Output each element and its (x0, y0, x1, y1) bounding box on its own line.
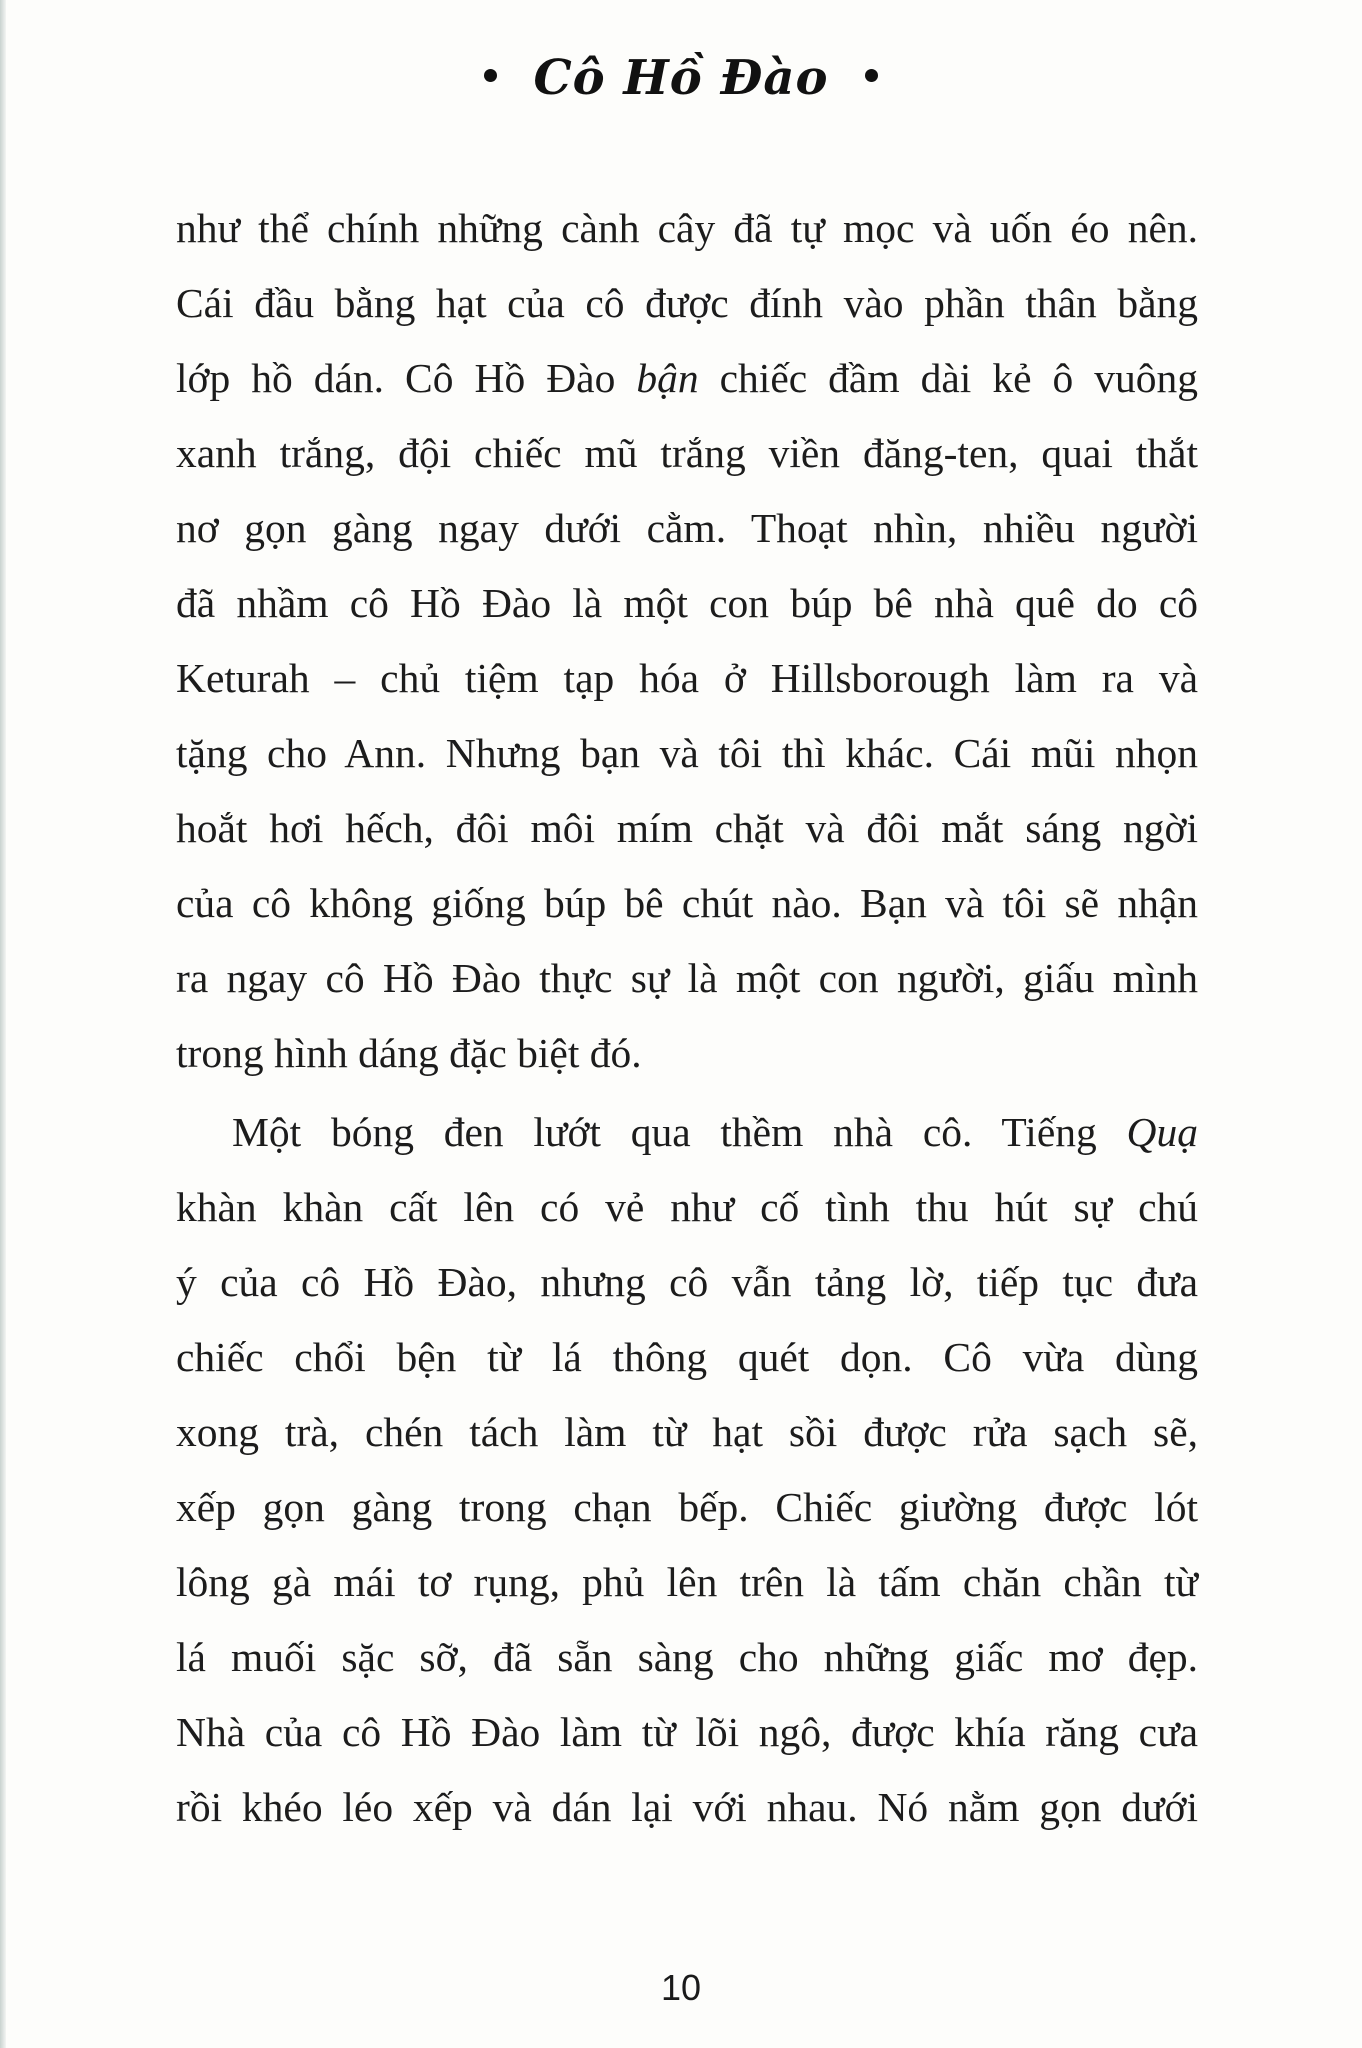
text-line: khàn khàn cất lên có vẻ như cố tình thu hút sự chú (176, 1184, 1198, 1230)
text-line: xếp gọn gàng trong chạn bếp. Chiếc giường được lót (176, 1484, 1198, 1530)
text-line: lá muối sặc sỡ, đã sẵn sàng cho những giấc mơ đẹp. (176, 1634, 1198, 1680)
text-line: như thể chính những cành cây đã tự mọc và uốn éo nên. (176, 205, 1198, 251)
running-header (0, 50, 1362, 106)
text-line (176, 1095, 1198, 1170)
paragraph-1 (176, 191, 1198, 1091)
text-line: Keturah – chủ tiệm tạp hóa ở Hillsborough làm ra và (176, 655, 1198, 701)
text-line: rồi khéo léo xếp và dán lại với nhau. Nó nằm gọn dưới (176, 1784, 1198, 1830)
text-run: lớp hồ dán. Cô Hồ Đào (176, 355, 637, 401)
scan-edge (0, 0, 6, 2048)
text-line: của cô không giống búp bê chút nào. Bạn và tôi sẽ nhận (176, 880, 1198, 926)
italic-word: bận (636, 355, 699, 401)
text-line (176, 341, 1198, 416)
page-number: 10 (660, 1967, 702, 2008)
text-line: hoắt hơi hếch, đôi môi mím chặt và đôi mắt sáng ngời (176, 805, 1198, 851)
text-line: xanh trắng, đội chiếc mũ trắng viền đăng-ten, quai thắt (176, 430, 1198, 476)
text-line: lông gà mái tơ rụng, phủ lên trên là tấm chăn chần từ (176, 1559, 1198, 1605)
italic-word: Quạ (1126, 1109, 1198, 1155)
text-line: chiếc chổi bện từ lá thông quét dọn. Cô vừa dùng (176, 1334, 1198, 1380)
header-bullet-left (484, 69, 497, 82)
text-line: Cái đầu bằng hạt của cô được đính vào phần thân bằng (176, 280, 1198, 326)
paragraph-2 (176, 1095, 1198, 1845)
text-run: Một bóng đen lướt qua thềm nhà cô. Tiếng (232, 1109, 1127, 1155)
text-line: tặng cho Ann. Nhưng bạn và tôi thì khác. Cái mũi nhọn (176, 730, 1198, 776)
header-bullet-right (865, 69, 878, 82)
text-line: đã nhầm cô Hồ Đào là một con búp bê nhà quê do cô (176, 580, 1198, 626)
header-title: Cô Hồ Đào (533, 50, 829, 106)
text-line: xong trà, chén tách làm từ hạt sồi được rửa sạch sẽ, (176, 1409, 1198, 1455)
text-line: trong hình dáng đặc biệt đó. (176, 1030, 642, 1076)
text-run: chiếc đầm dài kẻ ô vuông (698, 355, 1199, 401)
text-line: nơ gọn gàng ngay dưới cằm. Thoạt nhìn, nhiều người (176, 505, 1198, 551)
text-line: Nhà của cô Hồ Đào làm từ lõi ngô, được khía răng cưa (176, 1709, 1198, 1755)
text-line: ý của cô Hồ Đào, nhưng cô vẫn tảng lờ, tiếp tục đưa (176, 1259, 1198, 1305)
text-line: ra ngay cô Hồ Đào thực sự là một con người, giấu mình (176, 955, 1198, 1001)
